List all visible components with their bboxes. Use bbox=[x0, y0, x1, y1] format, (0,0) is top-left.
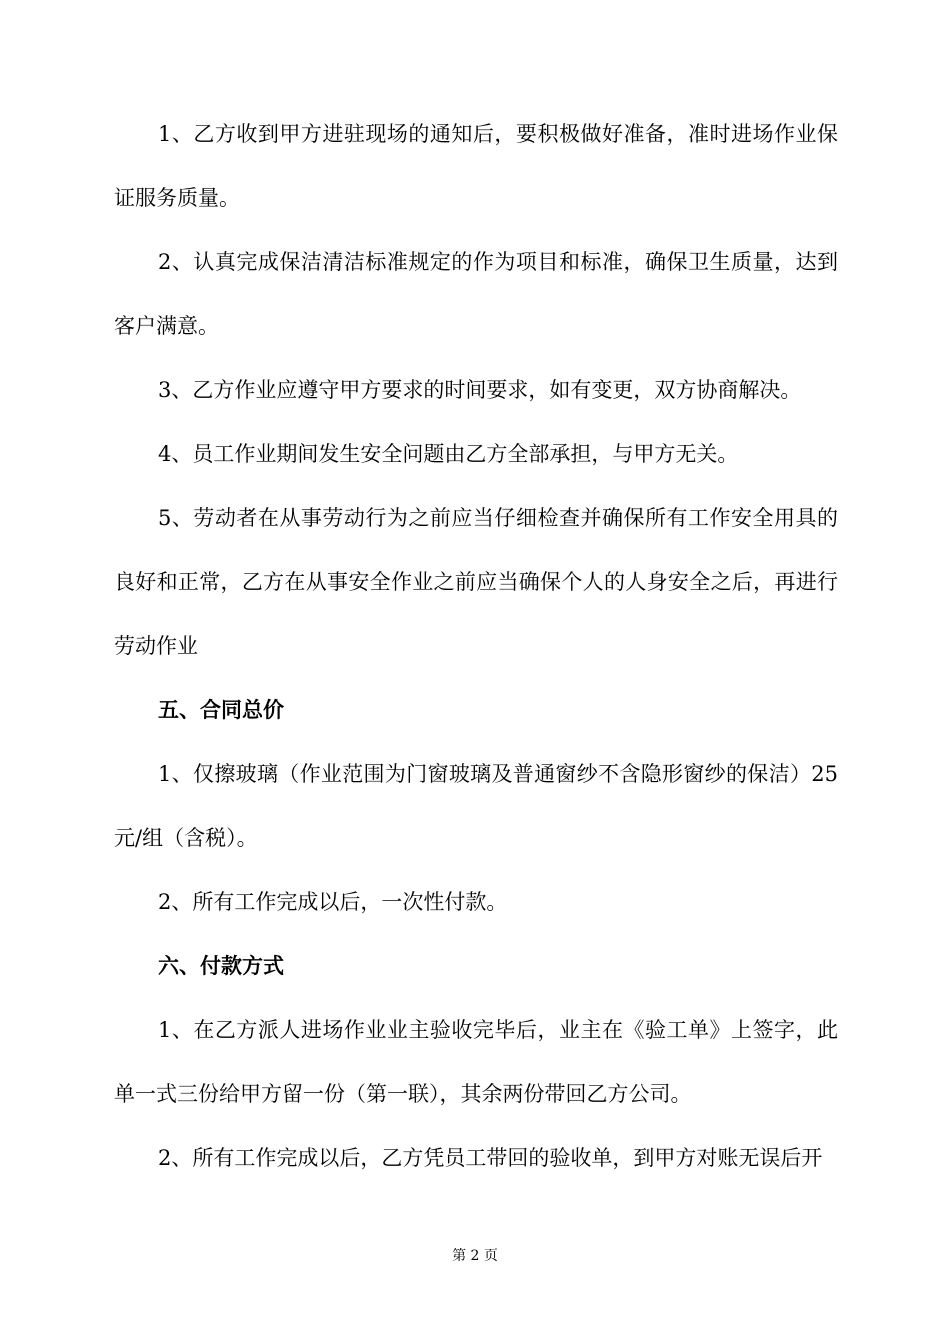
paragraph-price-2: 2、所有工作完成以后，一次性付款。 bbox=[158, 890, 508, 914]
paragraph-payment-2: 2、所有工作完成以后，乙方凭员工带回的验收单，到甲方对账无误后开 bbox=[158, 1146, 823, 1170]
section-heading-contract-price: 五、合同总价 bbox=[158, 697, 284, 722]
paragraph-1: 1、乙方收到甲方进驻现场的通知后，要积极做好准备，准时进场作业保证服务质量。 bbox=[114, 122, 838, 210]
paragraph-payment-1: 1、在乙方派人进场作业业主验收完毕后，业主在《验工单》上签字，此单一式三份给甲方留一份（第一联），其余两份带回乙方公司。 bbox=[114, 1018, 838, 1106]
section-heading-payment-method: 六、付款方式 bbox=[158, 953, 284, 978]
paragraph-4: 4、员工作业期间发生安全问题由乙方全部承担，与甲方无关。 bbox=[158, 442, 739, 466]
document-body bbox=[114, 102, 838, 1190]
paragraph-price-1: 1、仅擦玻璃（作业范围为门窗玻璃及普通窗纱不含隐形窗纱的保洁）25元/组（含税）。 bbox=[114, 762, 838, 850]
page-number: 第 2 页 bbox=[452, 1248, 498, 1264]
paragraph-2: 2、认真完成保洁清洁标准规定的作为项目和标准，确保卫生质量，达到客户满意。 bbox=[114, 250, 838, 338]
paragraph-3: 3、乙方作业应遵守甲方要求的时间要求，如有变更，双方协商解决。 bbox=[158, 378, 802, 402]
paragraph-5: 5、劳动者在从事劳动行为之前应当仔细检查并确保所有工作安全用具的良好和正常，乙方在从事安全作业之前应当确保个人的人身安全之后，再进行劳动作业 bbox=[114, 506, 838, 658]
